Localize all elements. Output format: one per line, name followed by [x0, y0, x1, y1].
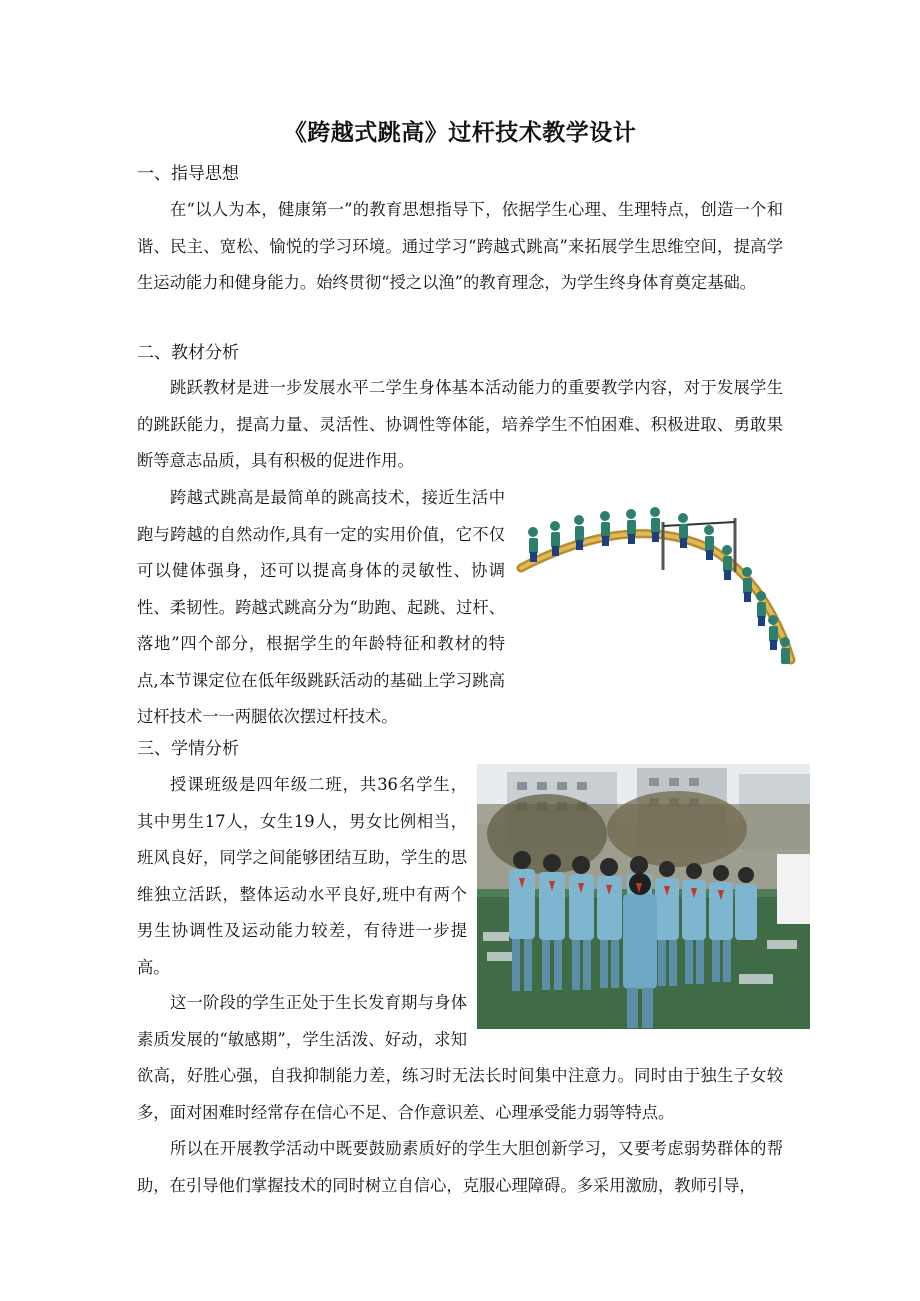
paragraph-material-analysis-1: 跳跃教材是进一步发展水平二学生身体基本活动能力的重要教学内容，对于发展学生的跳跃能力，提高力量、灵活性、协调性等体能，培养学生不怕困难、积极进取、勇敢果断等意志品质，具有积极的促进作用。: [137, 378, 783, 470]
paragraph-student-analysis-1: 授课班级是四年级二班，共36名学生，其中男生17人，女生19人，男女比例相当，班风良好，同学之间能够团结互助，学生的思维独立活跃，整体运动水平良好,班中有两个男生协调性及运动能力较差，有待进一步提高。: [137, 775, 467, 977]
paragraph-student-analysis-3: 所以在开展教学活动中既要鼓励素质好的学生大胆创新学习，又要考虑弱势群体的帮助，在引导他们掌握技术的同时树立自信心，克服心理障碍。多采用激励，教师引导，: [137, 1139, 783, 1195]
paragraph-student-analysis-2a: [137, 985, 783, 1131]
high-jump-sequence-illustration: [513, 500, 803, 676]
section-heading-student-analysis: 三、学情分析: [137, 739, 239, 759]
section-heading-material-analysis: 二、教材分析: [137, 343, 239, 363]
paragraph-guiding-thought: 在“以人为本，健康第一”的教育思想指导下，依据学生心理、生理特点，创造一个和谐、民主、宽松、愉悦的学习环境。通过学习“跨越式跳高”来拓展学生思维空间，提高学生运动能力和健身能力。始终贯彻“授之以渔”的教育理念，为学生终身体育奠定基础。: [137, 200, 783, 292]
photo-wrap-spacer: [467, 985, 783, 1058]
document-title: 《跨越式跳高》过杆技术教学设计: [283, 120, 637, 146]
paragraph-material-analysis-2: 跨越式跳高是最简单的跳高技术，接近生活中跑与跨越的自然动作,具有一定的实用价值，它不仅可以健体强身，还可以提高身体的灵敏性、协调性、柔韧性。跨越式跳高分为“助跑、起跳、过杆、落地”四个部分，根据学生的年龄特征和教材的特点,本节课定位在低年级跳跃活动的基础上学习跳高过杆技术一一两腿依次摆过杆技术。: [137, 488, 505, 726]
paragraph-student-analysis-2-text: 这一阶段的学生正处于生长发育期与身体素质发展的“敏感期”，学生活泼、好动，求知欲高，好胜心强，自我抑制能力差，练习时无法长时间集中注意力。同时由于独生子女较多，面对困难时经常存在信心不足、合作意识差、心理承受能力弱等特点。: [137, 993, 783, 1122]
section-heading-guiding-thought: 一、指导思想: [137, 164, 239, 184]
